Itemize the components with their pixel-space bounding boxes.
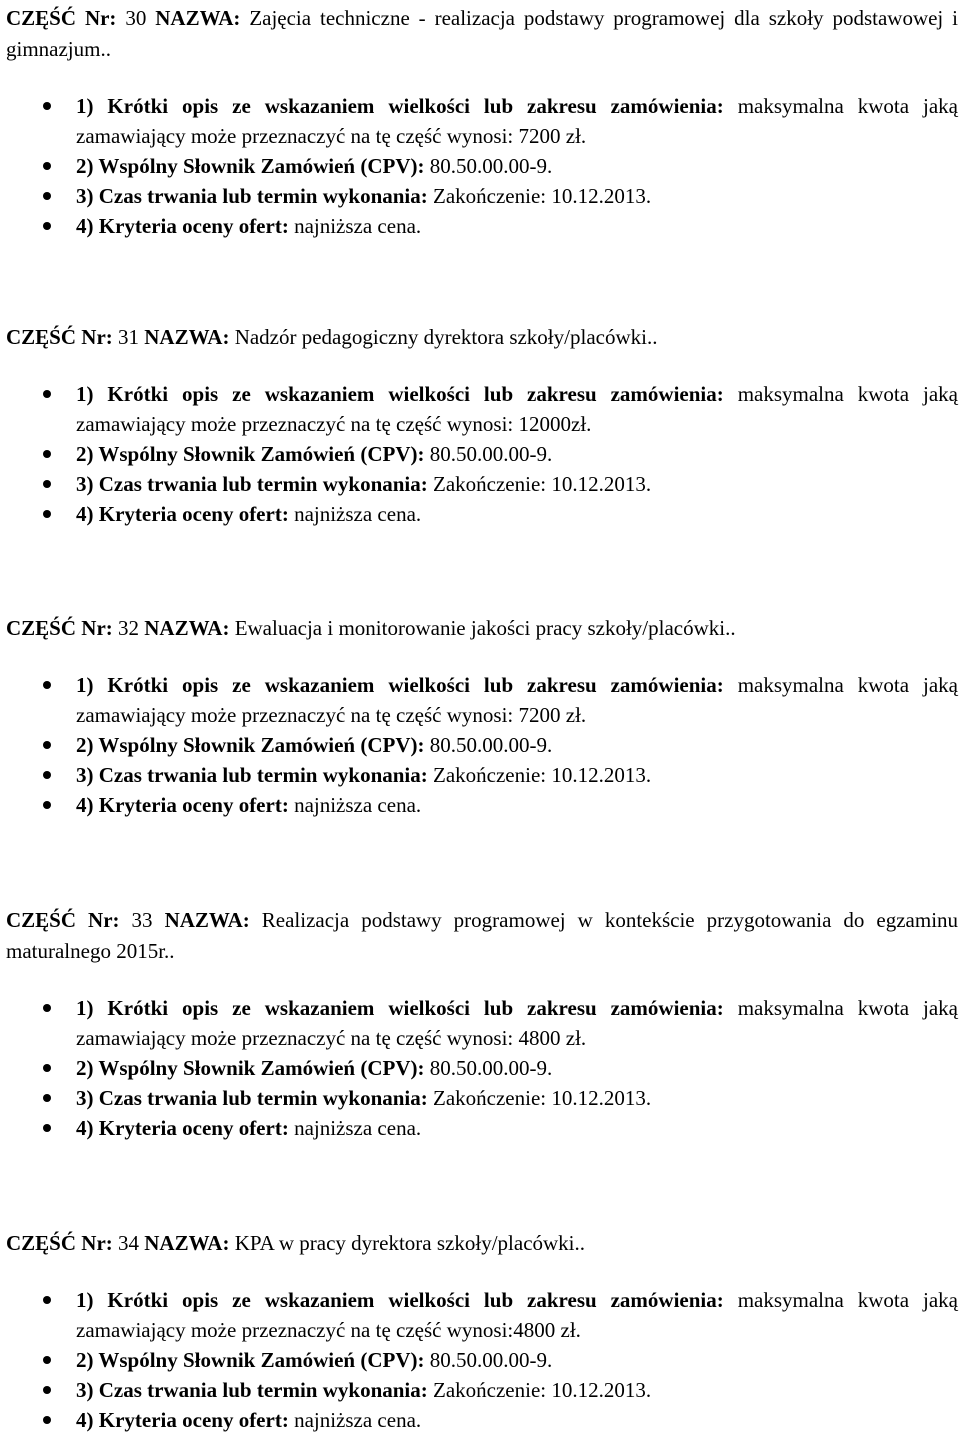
bullet-icon bbox=[43, 510, 51, 518]
list-item-cpv bbox=[76, 1345, 958, 1375]
nr-label: Nr: bbox=[81, 1231, 113, 1255]
bullet-icon bbox=[43, 1064, 51, 1072]
bullet-icon bbox=[43, 771, 51, 779]
item-value: 80.50.00.00-9. bbox=[429, 154, 553, 178]
item-label: 3) Czas trwania lub termin wykonania: bbox=[76, 184, 428, 208]
item-value: 80.50.00.00-9. bbox=[429, 1348, 553, 1372]
bullet-icon bbox=[43, 480, 51, 488]
section-name: Ewaluacja i monitorowanie jakości pracy szkoły/placówki.. bbox=[234, 616, 736, 640]
bullet-icon bbox=[43, 741, 51, 749]
item-value: Zakończenie: 10.12.2013. bbox=[433, 472, 652, 496]
section-name: KPA w pracy dyrektora szkoły/placówki.. bbox=[234, 1231, 586, 1255]
section-31 bbox=[6, 322, 958, 529]
list-item-duration bbox=[76, 181, 958, 211]
item-label: 2) Wspólny Słownik Zamówień (CPV): bbox=[76, 1348, 425, 1372]
czesc-label: CZĘŚĆ bbox=[6, 616, 77, 640]
item-list bbox=[6, 993, 958, 1143]
section-34 bbox=[6, 1228, 958, 1435]
item-value: maksymalna kwota jaką zamawiający może przeznaczyć na tę część wynosi:4800 zł. bbox=[76, 1288, 958, 1342]
item-value: najniższa cena. bbox=[294, 1408, 422, 1432]
bullet-icon bbox=[43, 1356, 51, 1364]
item-value: najniższa cena. bbox=[294, 1116, 422, 1140]
bullet-icon bbox=[43, 390, 51, 398]
item-label: 4) Kryteria oceny ofert: bbox=[76, 793, 289, 817]
list-item-description bbox=[76, 91, 958, 151]
section-30 bbox=[6, 3, 958, 241]
nr-label: Nr: bbox=[88, 908, 120, 932]
item-label: 2) Wspólny Słownik Zamówień (CPV): bbox=[76, 154, 425, 178]
item-label: 3) Czas trwania lub termin wykonania: bbox=[76, 763, 428, 787]
bullet-icon bbox=[43, 801, 51, 809]
item-list bbox=[6, 91, 958, 241]
nazwa-label: NAZWA: bbox=[144, 325, 230, 349]
bullet-icon bbox=[43, 1416, 51, 1424]
bullet-icon bbox=[43, 450, 51, 458]
section-name: Nadzór pedagogiczny dyrektora szkoły/placówki.. bbox=[234, 325, 658, 349]
item-value: 80.50.00.00-9. bbox=[429, 442, 553, 466]
czesc-label: CZĘŚĆ bbox=[6, 908, 77, 932]
item-label: 2) Wspólny Słownik Zamówień (CPV): bbox=[76, 442, 425, 466]
item-label: 1) Krótki opis ze wskazaniem wielkości lub zakresu zamówienia: bbox=[76, 673, 724, 697]
item-label: 1) Krótki opis ze wskazaniem wielkości lub zakresu zamówienia: bbox=[76, 94, 724, 118]
nr-label: Nr: bbox=[81, 616, 113, 640]
item-label: 1) Krótki opis ze wskazaniem wielkości lub zakresu zamówienia: bbox=[76, 1288, 724, 1312]
item-value: 80.50.00.00-9. bbox=[429, 1056, 553, 1080]
bullet-icon bbox=[43, 192, 51, 200]
item-label: 3) Czas trwania lub termin wykonania: bbox=[76, 1378, 428, 1402]
list-item-criteria bbox=[76, 499, 958, 529]
bullet-icon bbox=[43, 1124, 51, 1132]
list-item-cpv bbox=[76, 439, 958, 469]
item-label: 1) Krótki opis ze wskazaniem wielkości lub zakresu zamówienia: bbox=[76, 382, 724, 406]
item-value: najniższa cena. bbox=[294, 214, 422, 238]
item-label: 2) Wspólny Słownik Zamówień (CPV): bbox=[76, 1056, 425, 1080]
section-number: 32 bbox=[118, 616, 140, 640]
list-item-description bbox=[76, 670, 958, 730]
list-item-description bbox=[76, 379, 958, 439]
nr-label: Nr: bbox=[84, 6, 117, 30]
list-item-duration bbox=[76, 1375, 958, 1405]
item-value: maksymalna kwota jaką zamawiający może przeznaczyć na tę część wynosi: 7200 zł. bbox=[76, 94, 958, 148]
item-value: maksymalna kwota jaką zamawiający może przeznaczyć na tę część wynosi: 7200 zł. bbox=[76, 673, 958, 727]
bullet-icon bbox=[43, 1094, 51, 1102]
item-value: najniższa cena. bbox=[294, 793, 422, 817]
item-list bbox=[6, 670, 958, 820]
item-label: 4) Kryteria oceny ofert: bbox=[76, 1116, 289, 1140]
item-label: 3) Czas trwania lub termin wykonania: bbox=[76, 472, 428, 496]
list-item-criteria bbox=[76, 790, 958, 820]
list-item-cpv bbox=[76, 151, 958, 181]
section-heading bbox=[6, 1228, 958, 1259]
czesc-label: CZĘŚĆ bbox=[6, 325, 77, 349]
item-value: maksymalna kwota jaką zamawiający może przeznaczyć na tę część wynosi: 12000zł. bbox=[76, 382, 958, 436]
list-item-duration bbox=[76, 760, 958, 790]
bullet-icon bbox=[43, 681, 51, 689]
nr-label: Nr: bbox=[81, 325, 113, 349]
section-number: 30 bbox=[125, 6, 147, 30]
item-label: 4) Kryteria oceny ofert: bbox=[76, 214, 289, 238]
section-heading bbox=[6, 322, 958, 353]
czesc-label: CZĘŚĆ bbox=[6, 6, 77, 30]
nazwa-label: NAZWA: bbox=[164, 908, 250, 932]
item-list bbox=[6, 379, 958, 529]
bullet-icon bbox=[43, 102, 51, 110]
bullet-icon bbox=[43, 1296, 51, 1304]
item-label: 2) Wspólny Słownik Zamówień (CPV): bbox=[76, 733, 425, 757]
item-value: Zakończenie: 10.12.2013. bbox=[433, 763, 652, 787]
item-label: 4) Kryteria oceny ofert: bbox=[76, 1408, 289, 1432]
item-value: 80.50.00.00-9. bbox=[429, 733, 553, 757]
item-label: 1) Krótki opis ze wskazaniem wielkości lub zakresu zamówienia: bbox=[76, 996, 724, 1020]
section-heading bbox=[6, 905, 958, 967]
nazwa-label: NAZWA: bbox=[144, 616, 230, 640]
section-name: Zajęcia techniczne - realizacja podstawy programowej dla szkoły podstawowej i gimnazjum.. bbox=[6, 6, 959, 61]
item-value: maksymalna kwota jaką zamawiający może przeznaczyć na tę część wynosi: 4800 zł. bbox=[76, 996, 958, 1050]
section-number: 31 bbox=[118, 325, 140, 349]
item-value: Zakończenie: 10.12.2013. bbox=[433, 184, 652, 208]
bullet-icon bbox=[43, 1386, 51, 1394]
list-item-description bbox=[76, 993, 958, 1053]
section-name: Realizacja podstawy programowej w kontekście przygotowania do egzaminu maturalnego 2015r.. bbox=[6, 908, 959, 963]
section-33 bbox=[6, 905, 958, 1143]
item-label: 4) Kryteria oceny ofert: bbox=[76, 502, 289, 526]
list-item-criteria bbox=[76, 211, 958, 241]
item-value: Zakończenie: 10.12.2013. bbox=[433, 1378, 652, 1402]
section-heading bbox=[6, 613, 958, 644]
bullet-icon bbox=[43, 162, 51, 170]
section-heading bbox=[6, 3, 958, 65]
nazwa-label: NAZWA: bbox=[144, 1231, 230, 1255]
bullet-icon bbox=[43, 222, 51, 230]
list-item-cpv bbox=[76, 730, 958, 760]
list-item-cpv bbox=[76, 1053, 958, 1083]
section-32 bbox=[6, 613, 958, 820]
item-label: 3) Czas trwania lub termin wykonania: bbox=[76, 1086, 428, 1110]
item-value: Zakończenie: 10.12.2013. bbox=[433, 1086, 652, 1110]
item-list bbox=[6, 1285, 958, 1435]
list-item-duration bbox=[76, 1083, 958, 1113]
list-item-duration bbox=[76, 469, 958, 499]
list-item-criteria bbox=[76, 1405, 958, 1435]
section-number: 34 bbox=[118, 1231, 140, 1255]
bullet-icon bbox=[43, 1004, 51, 1012]
nazwa-label: NAZWA: bbox=[155, 6, 241, 30]
czesc-label: CZĘŚĆ bbox=[6, 1231, 77, 1255]
list-item-description bbox=[76, 1285, 958, 1345]
list-item-criteria bbox=[76, 1113, 958, 1143]
item-value: najniższa cena. bbox=[294, 502, 422, 526]
section-number: 33 bbox=[131, 908, 153, 932]
